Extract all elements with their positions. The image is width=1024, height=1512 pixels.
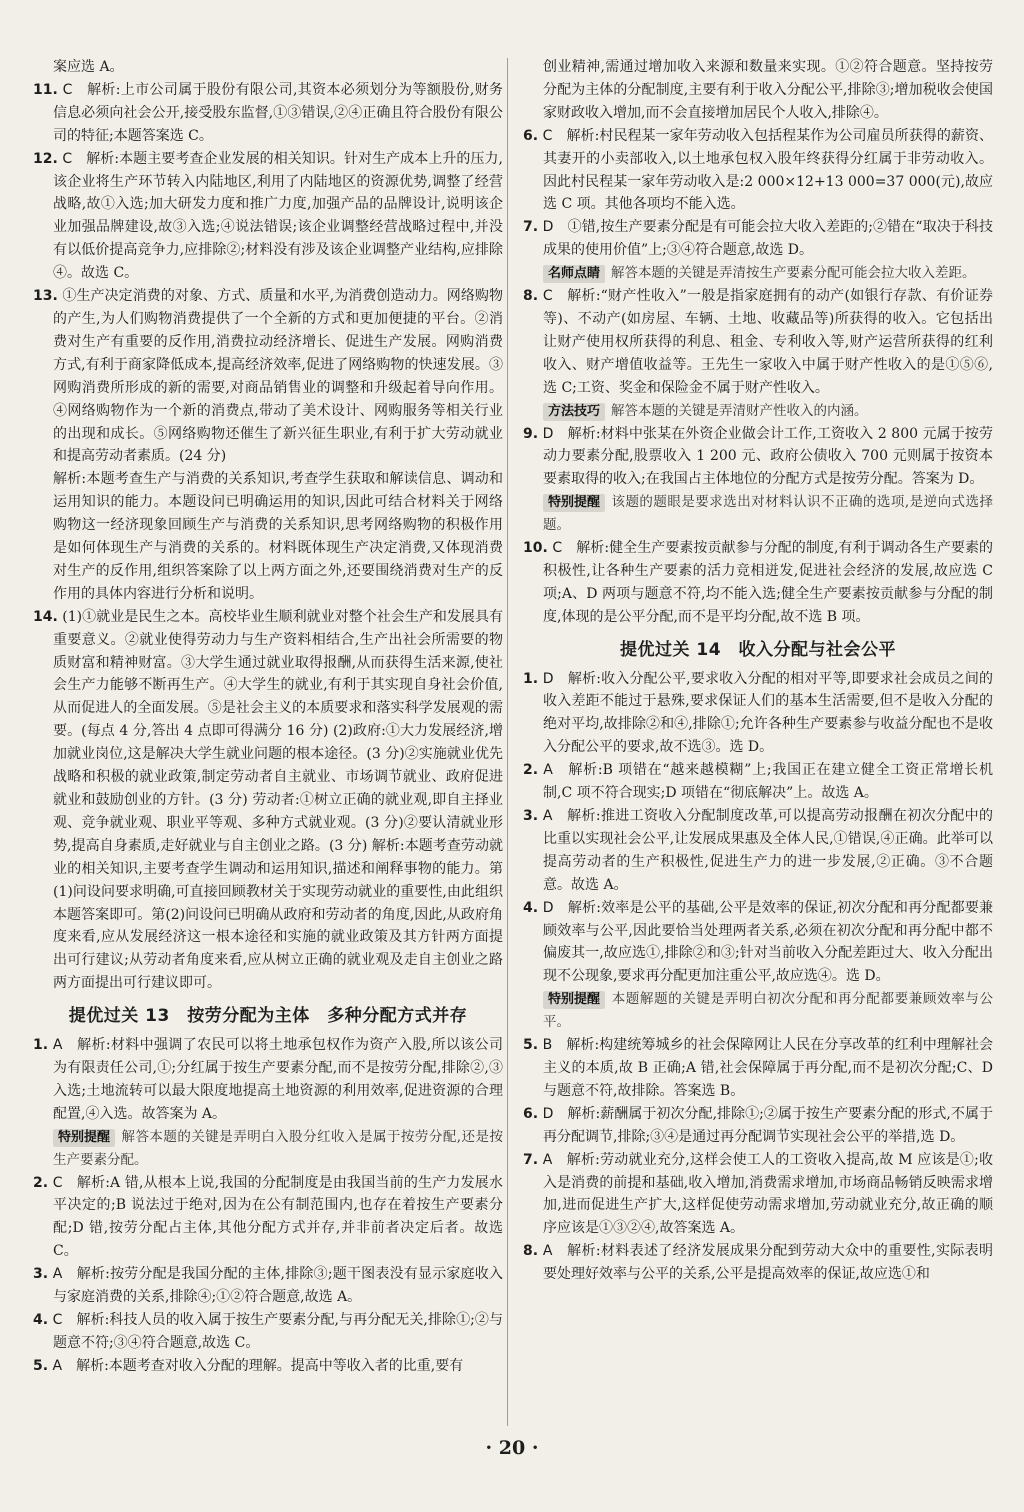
tip-tag: 方法技巧 (543, 403, 605, 421)
tip-text: 解答本题的关键是弄清财产性收入的内涵。 (611, 402, 868, 419)
item-answer: C (542, 127, 553, 144)
item-text: ①生产决定消费的对象、方式、质量和水平,为消费创造动力。网络购物的产生,为人们购物消费提供了一个全新的方式和更加便捷的平台。②消费对生产有重要的反作用,消费拉动经济增长、促进生产发展。网购消费方式,有利于商家降低成本,提高经济效率,促进了网络购物的快速发展。③网购消费所形成的新的需要,对商品销售业的调整和升级起着导向作用。④网络购物作为一个新的消费点,带动了美术设计、网购服务等相关行业的出现和成长。⑤网络购物还催生了新兴征生职业,有利于扩大劳动就业和提高劳动者素质。(24 分) (53, 288, 504, 465)
answer-item (33, 1172, 503, 1264)
item-answer: C (542, 288, 553, 305)
item-number: 3. (33, 1266, 49, 1283)
item-number: 13. (33, 288, 58, 305)
item-answer: C (62, 81, 73, 98)
item-answer: B (542, 1037, 553, 1054)
tip-text: 本题解题的关键是弄明白初次分配和再分配都要兼顾效率与公平。 (543, 991, 993, 1031)
item-number: 14. (33, 608, 58, 625)
item-number: 7. (523, 219, 539, 236)
item-text: 解析:科技人员的收入属于按生产要素分配,与再分配无关,排除①;②与题意不符;③④符合题意,故选 C。 (53, 1311, 504, 1351)
item-number: 4. (33, 1311, 49, 1328)
tip-tag: 特别提醒 (543, 494, 605, 512)
tip-tag: 特别提醒 (53, 1129, 115, 1147)
item-answer: A (543, 762, 553, 779)
item-answer: A (52, 1266, 63, 1283)
item-number: 5. (33, 1357, 49, 1374)
item-answer: A (542, 1151, 553, 1168)
answer-item (523, 423, 993, 492)
item-answer: D (542, 219, 554, 236)
item-text: 解析:推进工资收入分配制度改革,可以提高劳动报酬在初次分配中的比重以实现社会公平,让发展成果惠及全体人民,①错误,④正确。此举可以提高劳动者的生产积极性,促进生产力的进一步发展,②正确。③不合题意。故选 A。 (543, 808, 994, 893)
answer-item (523, 216, 993, 262)
item-answer: A (52, 1037, 63, 1054)
item-number: 10. (523, 540, 548, 557)
answer-item (523, 1240, 993, 1286)
item-answer: C (52, 1311, 63, 1328)
tip-box (523, 400, 993, 423)
item-text: 解析:材料中强调了农民可以将土地承包权作为资产入股,所以该公司为有限责任公司,①;分红属于按生产要素分配,而不是按劳分配,排除②,③入选;土地流转可以最大限度地提高土地资源的利用效率,促进资源的合理配置,④入选。故答案为 A。 (53, 1037, 504, 1122)
item-text: 解析:上市公司属于股份有限公司,其资本必须划分为等额股份,财务信息必须向社会公开,接受股东监督,①③错误,②④正确且符合股份有限公司的特征;本题答案选 C。 (53, 81, 503, 144)
item-number: 7. (523, 1151, 539, 1168)
item-number: 8. (523, 1243, 539, 1260)
answer-item (33, 1034, 503, 1126)
item-text: 解析:薪酬属于初次分配,排除①;②属于按生产要素分配的形式,不属于再分配调节,排除;③④是通过再分配调节实现社会公平的举措,选 D。 (543, 1105, 993, 1145)
item-text: 解析:A 错,从根本上说,我国的分配制度是由我国当前的生产力发展水平决定的;B 说法过于绝对,因为在公有制范围内,也存在着按生产要素分配;D 错,按劳分配占主体,其他分配方式并存,并非前者决定后者。故选 C。 (53, 1174, 504, 1260)
section-title: 提优过关 14 收入分配与社会公平 (619, 639, 897, 660)
item-text: 解析:本题主要考查企业发展的相关知识。针对生产成本上升的压力,该企业将生产环节转入内陆地区,利用了内陆地区的资源优势,调整了经营战略,故①入选;加大研发力度和推广力度,加强产品的品牌设计,说明该企业加强品牌建设,故③入选;④说法错误;该企业调整经营战略过程中,并没有以低价提高竞争力,应排除②;材料没有涉及该企业调整产业结构,应排除④。故选 C。 (53, 150, 504, 282)
item-text: 解析:收入分配公平,要求收入分配的相对平等,即要求社会成员之间的收入差距不能过于悬殊,要求保证人们的基本生活需要,但不是收入分配的绝对平均,故排除②和④,排除①;允许各种生产要素参与收益分配也不是收入分配公平的要求,故不选③。选 D。 (543, 670, 994, 756)
item-answer: D (542, 670, 554, 687)
item-number: 3. (523, 808, 539, 824)
item-analysis: 解析:本题考查生产与消费的关系知识,考查学生获取和解读信息、调动和运用知识的能力。本题设问已明确运用的知识,因此可结合材料关于网络购物这一经济现象回顾生产与消费的关系知识,思考网络购物的积极作用是如何体现生产与消费的关系的。材料既体现生产决定消费,又体现消费对生产的反作用,组织答案除了以上两方面之外,还要围绕消费对生产的反作用的具体内容进行分析和说明。 (53, 471, 503, 602)
left-column (33, 56, 503, 1378)
item-text: 解析:村民程某一家年劳动收入包括程某作为公司雇员所获得的薪资、其妻开的小卖部收入,以土地承包权入股年终获得分红属于非劳动收入。因此村民程某一家年劳动收入是:2 000×12+13 000=37 000(元),故应选 C 项。其他各项均不能入选。 (543, 127, 994, 213)
item-answer: D (542, 425, 554, 442)
answer-item (523, 285, 993, 400)
tip-box (523, 491, 993, 537)
item-number: 2. (523, 762, 539, 779)
tip-tag: 名师点睛 (543, 265, 605, 283)
item-text: 解析:“财产性收入”一般是指家庭拥有的动产(如银行存款、有价证券等)、不动产(如房屋、车辆、土地、收藏品等)所获得的收入。它包括出让财产使用权所获得的利息、租金、专利收入等,财产运营所获得的红利收入、财产增值收益等。王先生一家收入中属于财产性收入的是①⑤⑥,选 C;工资、奖金和保险金不属于财产性收入。 (543, 288, 994, 396)
item-answer: C (552, 540, 563, 557)
item-number: 6. (523, 127, 539, 144)
page-number: · 20 · (485, 1437, 539, 1459)
answer-item (33, 1263, 503, 1309)
tip-box (523, 262, 993, 285)
tip-box (33, 1126, 503, 1172)
intro-text: 案应选 A。 (53, 59, 124, 75)
tip-text: 解答本题的关键是弄明白入股分红收入是属于按劳分配,还是按生产要素分配。 (53, 1128, 503, 1168)
column-divider (507, 58, 508, 1426)
answer-item (523, 668, 993, 760)
item-number: 9. (523, 425, 539, 442)
item-answer: A (542, 808, 553, 824)
item-text: 解析:效率是公平的基础,公平是效率的保证,初次分配和再分配都要兼顾效率与公平,因此要恰当处理两者关系,必须在初次分配和再分配中都不偏废其一,故应选①,排除②和③;针对当前收入分配差距过大、收入分配出现不公现象,要求再分配更加注重公平,故应选④。选 D。 (543, 899, 994, 985)
item-text: (1)①就业是民生之本。高校毕业生顺利就业对整个社会生产和发展具有重要意义。②就业使得劳动力与生产资料相结合,生产出社会所需要的物质财富和精神财富。③大学生通过就业取得报酬,从而获得生活来源,使社会生产力能够不断再生产。④大学生的就业,有利于其实现自身社会价值,从而促进人的全面发展。⑤是社会主义的本质要求和落实科学发展观的需要。(每点 4 分,答出 4 点即可得满分 16 分) (2)政府:①大力发展经济,增加就业岗位,这是解决大学生就业问题的根本途径。(3 分)②实施就业优先战略和积极的就业政策,制定劳动者自主就业、市场调节就业、政府促进就业和鼓励创业的方针。(3 分) 劳动者:①树立正确的就业观,即自主择业观、竞争就业观、职业平等观、多种方式就业观。(3 分)②要认清就业形势,提高自身素质,走好就业与自主创业之路。(3 分) 解析:本题考查劳动就业的相关知识,主要考查学生调动和运用知识,描述和阐释事物的能力。第(1)问设问要求明确,可直接回顾教材关于实现劳动就业的重要性,由此组织本题答案即可。第(2)问设问已明确从政府和劳动者的角度,因此,从政府角度来看,应从发展经济这一根本途径和实施的就业政策及其方针两方面提出可行建议;从劳动者角度来看,应从树立正确的就业观及走自主创业之路两方面提出可行建议即可。 (53, 608, 503, 992)
item-text: 解析:材料表述了经济发展成果分配到劳动大众中的重要性,实际表明要处理好效率与公平的关系,公平是提高效率的保证,故应选①和 (543, 1243, 994, 1283)
answer-item (523, 125, 993, 217)
item-number: 1. (33, 1037, 49, 1054)
answer-item (33, 148, 503, 285)
item-answer: D (542, 899, 554, 916)
answer-item (523, 759, 993, 805)
item-number: 2. (33, 1174, 49, 1191)
item-number: 11. (33, 81, 58, 98)
answer-item (33, 606, 503, 995)
tip-text: 该题的题眼是要求选出对材料认识不正确的选项,是逆向式选择题。 (543, 494, 993, 534)
answer-item (523, 805, 993, 897)
item-answer: A (52, 1357, 63, 1374)
answer-item (523, 1103, 993, 1149)
answer-item (33, 79, 503, 148)
answer-item (523, 537, 993, 629)
item-text: 解析:健全生产要素按贡献参与分配的制度,有利于调动各生产要素的积极性,让各种生产要素的活力竞相迸发,促进社会经济的发展,故应选 C 项;A、D 两项与题意不符,均不能入选;健全生产要素按贡献参与分配的制度,体现的是公平分配,而不是平均分配,故不选 B 项。 (543, 540, 994, 625)
answer-item (523, 1149, 993, 1241)
item-number: 1. (523, 670, 539, 687)
answer-item (33, 1309, 503, 1355)
item-number: 8. (523, 288, 539, 305)
answer-item (33, 285, 503, 468)
item-text: ①错,按生产要素分配是有可能会拉大收入差距的;②错在“取决于科技成果的使用价值”上;③④符合题意,故选 D。 (543, 219, 994, 259)
answer-item (523, 897, 993, 989)
item-answer: D (542, 1105, 554, 1122)
item-answer: C (62, 150, 73, 167)
item-text: 解析:B 项错在“越来越模糊”上;我国正在建立健全工资正常增长机制,C 项不符合现实;D 项错在“彻底解决”上。故选 A。 (543, 762, 993, 802)
answer-item (523, 1034, 993, 1103)
item-text: 解析:本题考查对收入分配的理解。提高中等收入者的比重,要有 (76, 1357, 464, 1374)
right-column (523, 56, 993, 1286)
item-number: 12. (33, 150, 58, 167)
item-number: 4. (523, 899, 539, 916)
answer-item (33, 1355, 503, 1378)
intro-text: 创业精神,需通过增加收入来源和数量来实现。①②符合题意。坚持按劳分配为主体的分配制度,主要有利于收入分配公平,排除③;增加税收会使国家财政收入增加,而不会直接增加居民个人收入,排除④。 (543, 59, 993, 121)
item-answer: A (542, 1243, 553, 1260)
item-number: 5. (523, 1037, 539, 1054)
item-number: 6. (523, 1105, 539, 1122)
item-text: 解析:构建统筹城乡的社会保障网让人民在分享改革的红利中理解社会主义的本质,故 B 正确;A 错,社会保障属于再分配,而不是初次分配;C、D 与题意不符,故排除。答案选 B。 (543, 1037, 994, 1099)
section-title: 提优过关 13 按劳分配为主体 多种分配方式并存 (68, 1006, 468, 1027)
item-text: 解析:按劳分配是我国分配的主体,排除③;题干图表没有显示家庭收入与家庭消费的关系,排除④;①②符合题意,故选 A。 (53, 1266, 504, 1306)
item-text: 解析:材料中张某在外资企业做会计工作,工资收入 2 800 元属于按劳动力要素分配,股票收入 1 200 元、政府公债收入 700 元则属于按资本要素取得的收入;在我国占主体地位的分配方式是按劳分配。答案为 D。 (543, 425, 993, 488)
item-answer: C (52, 1174, 63, 1191)
tip-box (523, 988, 993, 1034)
tip-text: 解答本题的关键是弄清按生产要素分配可能会拉大收入差距。 (611, 265, 976, 282)
tip-tag: 特别提醒 (543, 991, 605, 1009)
item-text: 解析:劳动就业充分,这样会使工人的工资收入提高,故 M 应该是①;收入是消费的前提和基础,收入增加,消费需求增加,市场商品畅销反映需求增加,进而促进生产扩大,这样促使劳动需求增加,劳动就业充分,故正确的顺序应该是①③②④,故答案选 A。 (543, 1151, 994, 1237)
